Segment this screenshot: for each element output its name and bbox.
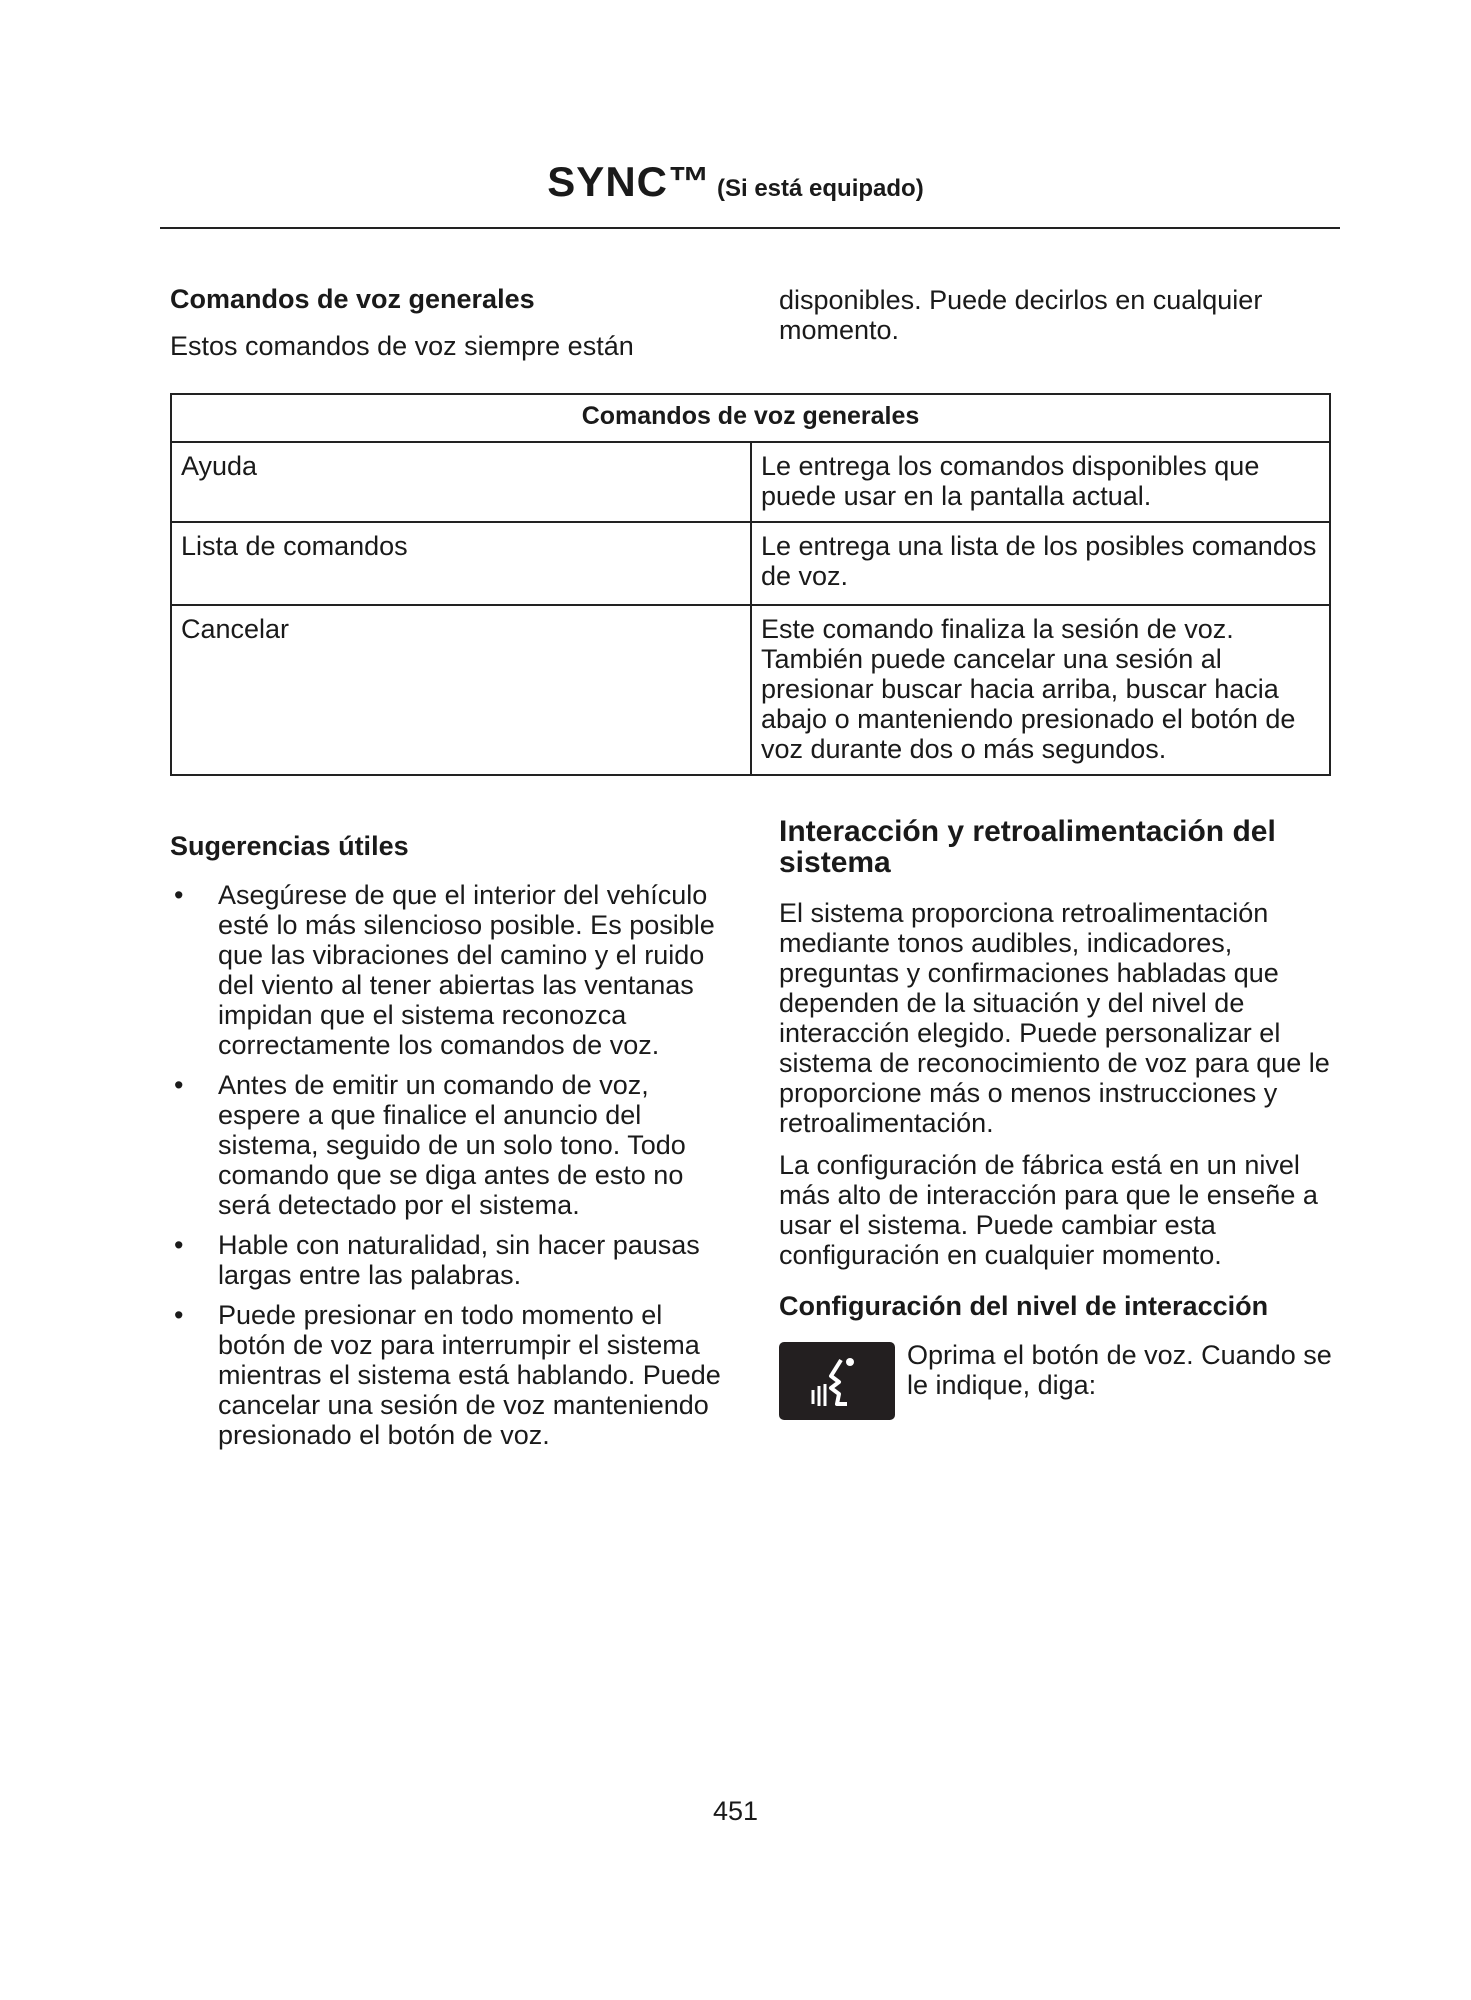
intro-left bbox=[170, 283, 690, 361]
intro-text-left: Estos comandos de voz siempre están bbox=[170, 331, 634, 361]
interaction-para-1: El sistema proporciona retroalimentación mediante tonos audibles, indicadores, preguntas y confirmaciones habladas que dependen de la situación y del nivel de interacción elegido. Puede personalizar el sistema de reconocimiento de voz para que le proporcione más o menos instrucciones y retroalimentación. bbox=[779, 898, 1330, 1138]
tip-text: Hable con naturalidad, sin hacer pausas largas entre las palabras. bbox=[218, 1230, 700, 1290]
tip-text: Antes de emitir un comando de voz, espere a que finalice el anuncio del sistema, seguido de un solo tono. Todo comando que se diga antes de esto no será detectado por el sistema. bbox=[218, 1070, 686, 1220]
table-row bbox=[171, 442, 1330, 522]
tip-text: Asegúrese de que el interior del vehículo esté lo más silencioso posible. Es posible que las vibraciones del camino y el ruido del viento al tener abiertas las ventanas impidan que el sistema reconozca correctamente los comandos de voz. bbox=[218, 880, 715, 1060]
voice-commands-table bbox=[170, 393, 1331, 776]
tips-heading: Sugerencias útiles bbox=[170, 831, 409, 861]
interaction-section bbox=[779, 816, 1339, 1420]
header-divider bbox=[160, 227, 1340, 229]
table-title: Comandos de voz generales bbox=[171, 394, 1330, 442]
voice-button-icon bbox=[779, 1342, 895, 1420]
bullet: • bbox=[174, 1070, 184, 1100]
command-cell: Lista de comandos bbox=[171, 522, 751, 605]
list-item bbox=[170, 1300, 730, 1450]
interaction-para-2: La configuración de fábrica está en un nivel más alto de interacción para que le enseñe a usar el sistema. Puede cambiar esta configuración en cualquier momento. bbox=[779, 1150, 1318, 1270]
instruction-row bbox=[779, 1342, 1339, 1420]
header-subtitle: (Si está equipado) bbox=[717, 175, 924, 202]
instruction-text: Oprima el botón de voz. Cuando se le indique, diga: bbox=[907, 1340, 1332, 1400]
interaction-subheading: Configuración del nivel de interacción bbox=[779, 1291, 1269, 1321]
description-cell: Le entrega los comandos disponibles que puede usar en la pantalla actual. bbox=[751, 442, 1330, 522]
interaction-heading: Interacción y retroalimentación del sistema bbox=[779, 815, 1276, 879]
bullet: • bbox=[174, 1300, 184, 1330]
bullet: • bbox=[174, 880, 184, 910]
table-row bbox=[171, 605, 1330, 775]
page-number: 451 bbox=[712, 1796, 759, 1826]
bullet: • bbox=[174, 1230, 184, 1260]
tips-section bbox=[170, 830, 730, 1460]
list-item bbox=[170, 880, 730, 1060]
page-header bbox=[0, 158, 1471, 206]
command-cell: Ayuda bbox=[171, 442, 751, 522]
list-item bbox=[170, 1230, 730, 1290]
header-title: SYNC™ bbox=[547, 158, 711, 205]
table-row bbox=[171, 522, 1330, 605]
intro-heading: Comandos de voz generales bbox=[170, 284, 535, 314]
description-cell: Le entrega una lista de los posibles comandos de voz. bbox=[751, 522, 1330, 605]
list-item bbox=[170, 1070, 730, 1220]
tips-list bbox=[170, 880, 730, 1450]
tip-text: Puede presionar en todo momento el botón de voz para interrumpir el sistema mientras el sistema está hablando. Puede cancelar una sesión de voz manteniendo presionado el botón de voz. bbox=[218, 1300, 721, 1450]
description-cell: Este comando finaliza la sesión de voz. También puede cancelar una sesión al presionar buscar hacia arriba, buscar hacia abajo o manteniendo presionado el botón de voz durante dos o más segundos. bbox=[751, 605, 1330, 775]
intro-right bbox=[779, 285, 1339, 345]
command-cell: Cancelar bbox=[171, 605, 751, 775]
intro-text-right: disponibles. Puede decirlos en cualquier momento. bbox=[779, 285, 1263, 345]
